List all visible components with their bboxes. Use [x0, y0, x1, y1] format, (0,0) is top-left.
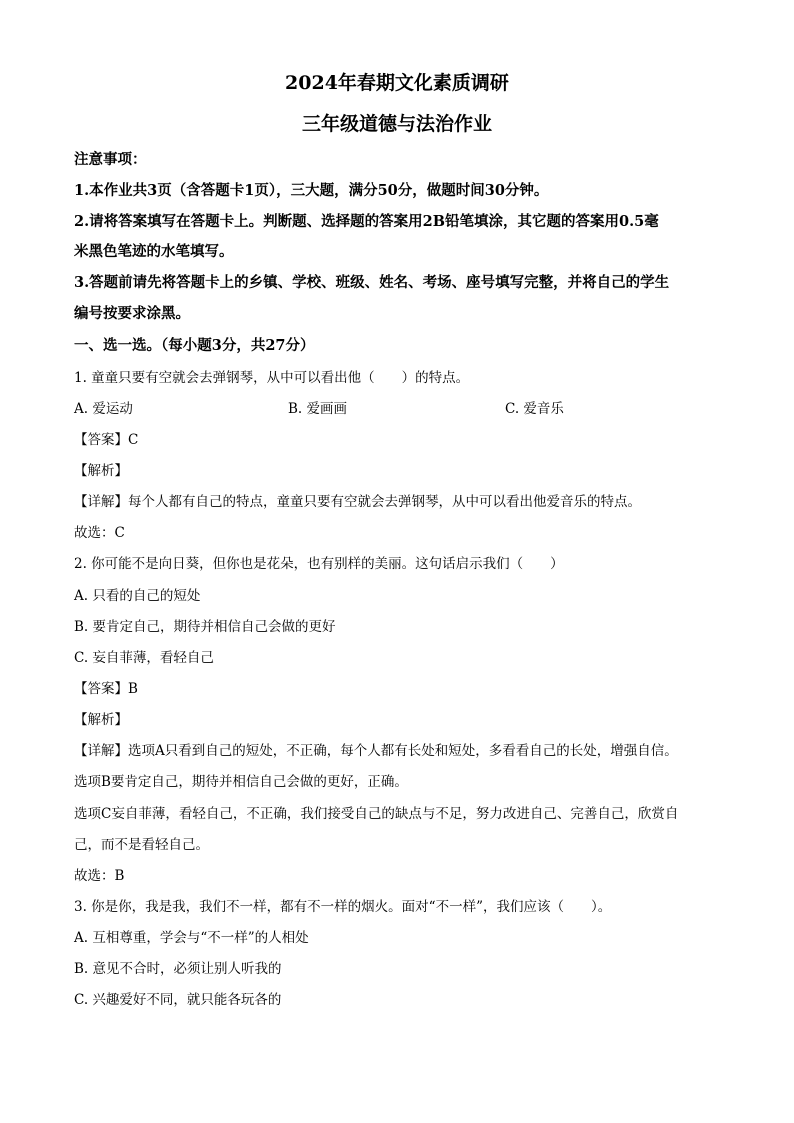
question-2-detail-line-3: 选项C妄自菲薄，看轻自己，不正确，我们接受自己的缺点与不足，努力改进自己、完善自己，欣赏自	[74, 806, 679, 822]
question-2-option-c: C. 妄自菲薄，看轻自己	[74, 650, 214, 666]
question-1-stem: 1. 童童只要有空就会去弹钢琴，从中可以看出他（ ）的特点。	[74, 370, 470, 386]
question-1-choice: 故选：C	[74, 525, 125, 541]
question-2-option-b: B. 要肯定自己，期待并相信自己会做的更好	[74, 619, 336, 635]
document-subtitle: 三年级道德与法治作业	[301, 113, 492, 135]
notice-item-3-line-1: 3.答题前请先将答题卡上的乡镇、学校、班级、姓名、考场、座号填写完整，并将自己的学生	[74, 274, 670, 291]
question-2-analysis: 【解析】	[74, 712, 128, 728]
question-1-analysis: 【解析】	[74, 463, 128, 479]
question-2-detail-line-2: 选项B要肯定自己，期待并相信自己会做的更好，正确。	[74, 774, 408, 790]
section-1-heading: 一、选一选。（每小题3分，共27分）	[74, 337, 315, 354]
question-2-choice: 故选：B	[74, 868, 125, 884]
question-2-detail-line-4: 己，而不是看轻自己。	[74, 837, 209, 853]
question-3-option-a: A. 互相尊重，学会与“不一样”的人相处	[74, 930, 309, 946]
question-3-stem: 3. 你是你，我是我，我们不一样，都有不一样的烟火。面对“不一样”，我们应该（ ）。	[74, 899, 612, 915]
question-1-answer: 【答案】C	[74, 432, 139, 448]
question-1-option-b: B. 爱画画	[288, 401, 348, 417]
document-title: 2024年春期文化素质调研	[285, 72, 509, 94]
question-2-stem: 2. 你可能不是向日葵，但你也是花朵，也有别样的美丽。这句话启示我们（ ）	[74, 556, 564, 572]
question-2-answer: 【答案】B	[74, 681, 138, 697]
notice-item-2-line-1: 2.请将答案填写在答题卡上。判断题、选择题的答案用2B铅笔填涂，其它题的答案用0.5毫	[74, 213, 659, 230]
question-3-option-c: C. 兴趣爱好不同，就只能各玩各的	[74, 992, 282, 1008]
notice-item-3-line-2: 编号按要求涂黑。	[74, 305, 190, 322]
notice-heading: 注意事项：	[74, 151, 147, 168]
question-1-detail: 【详解】每个人都有自己的特点，童童只要有空就会去弹钢琴，从中可以看出他爱音乐的特点。	[74, 494, 641, 510]
question-2-option-a: A. 只看的自己的短处	[74, 588, 201, 604]
notice-item-2-line-2: 米黑色笔迹的水笔填写。	[74, 243, 234, 260]
question-1-option-a: A. 爱运动	[74, 401, 133, 417]
question-2-detail-line-1: 【详解】选项A只看到自己的短处，不正确，每个人都有长处和短处，多看看自己的长处，增强自信。	[74, 743, 678, 759]
question-3-option-b: B. 意见不合时，必须让别人听我的	[74, 961, 282, 977]
question-1-option-c: C. 爱音乐	[505, 401, 564, 417]
notice-item-1: 1.本作业共3页（含答题卡1页），三大题，满分50分，做题时间30分钟。	[74, 182, 549, 199]
